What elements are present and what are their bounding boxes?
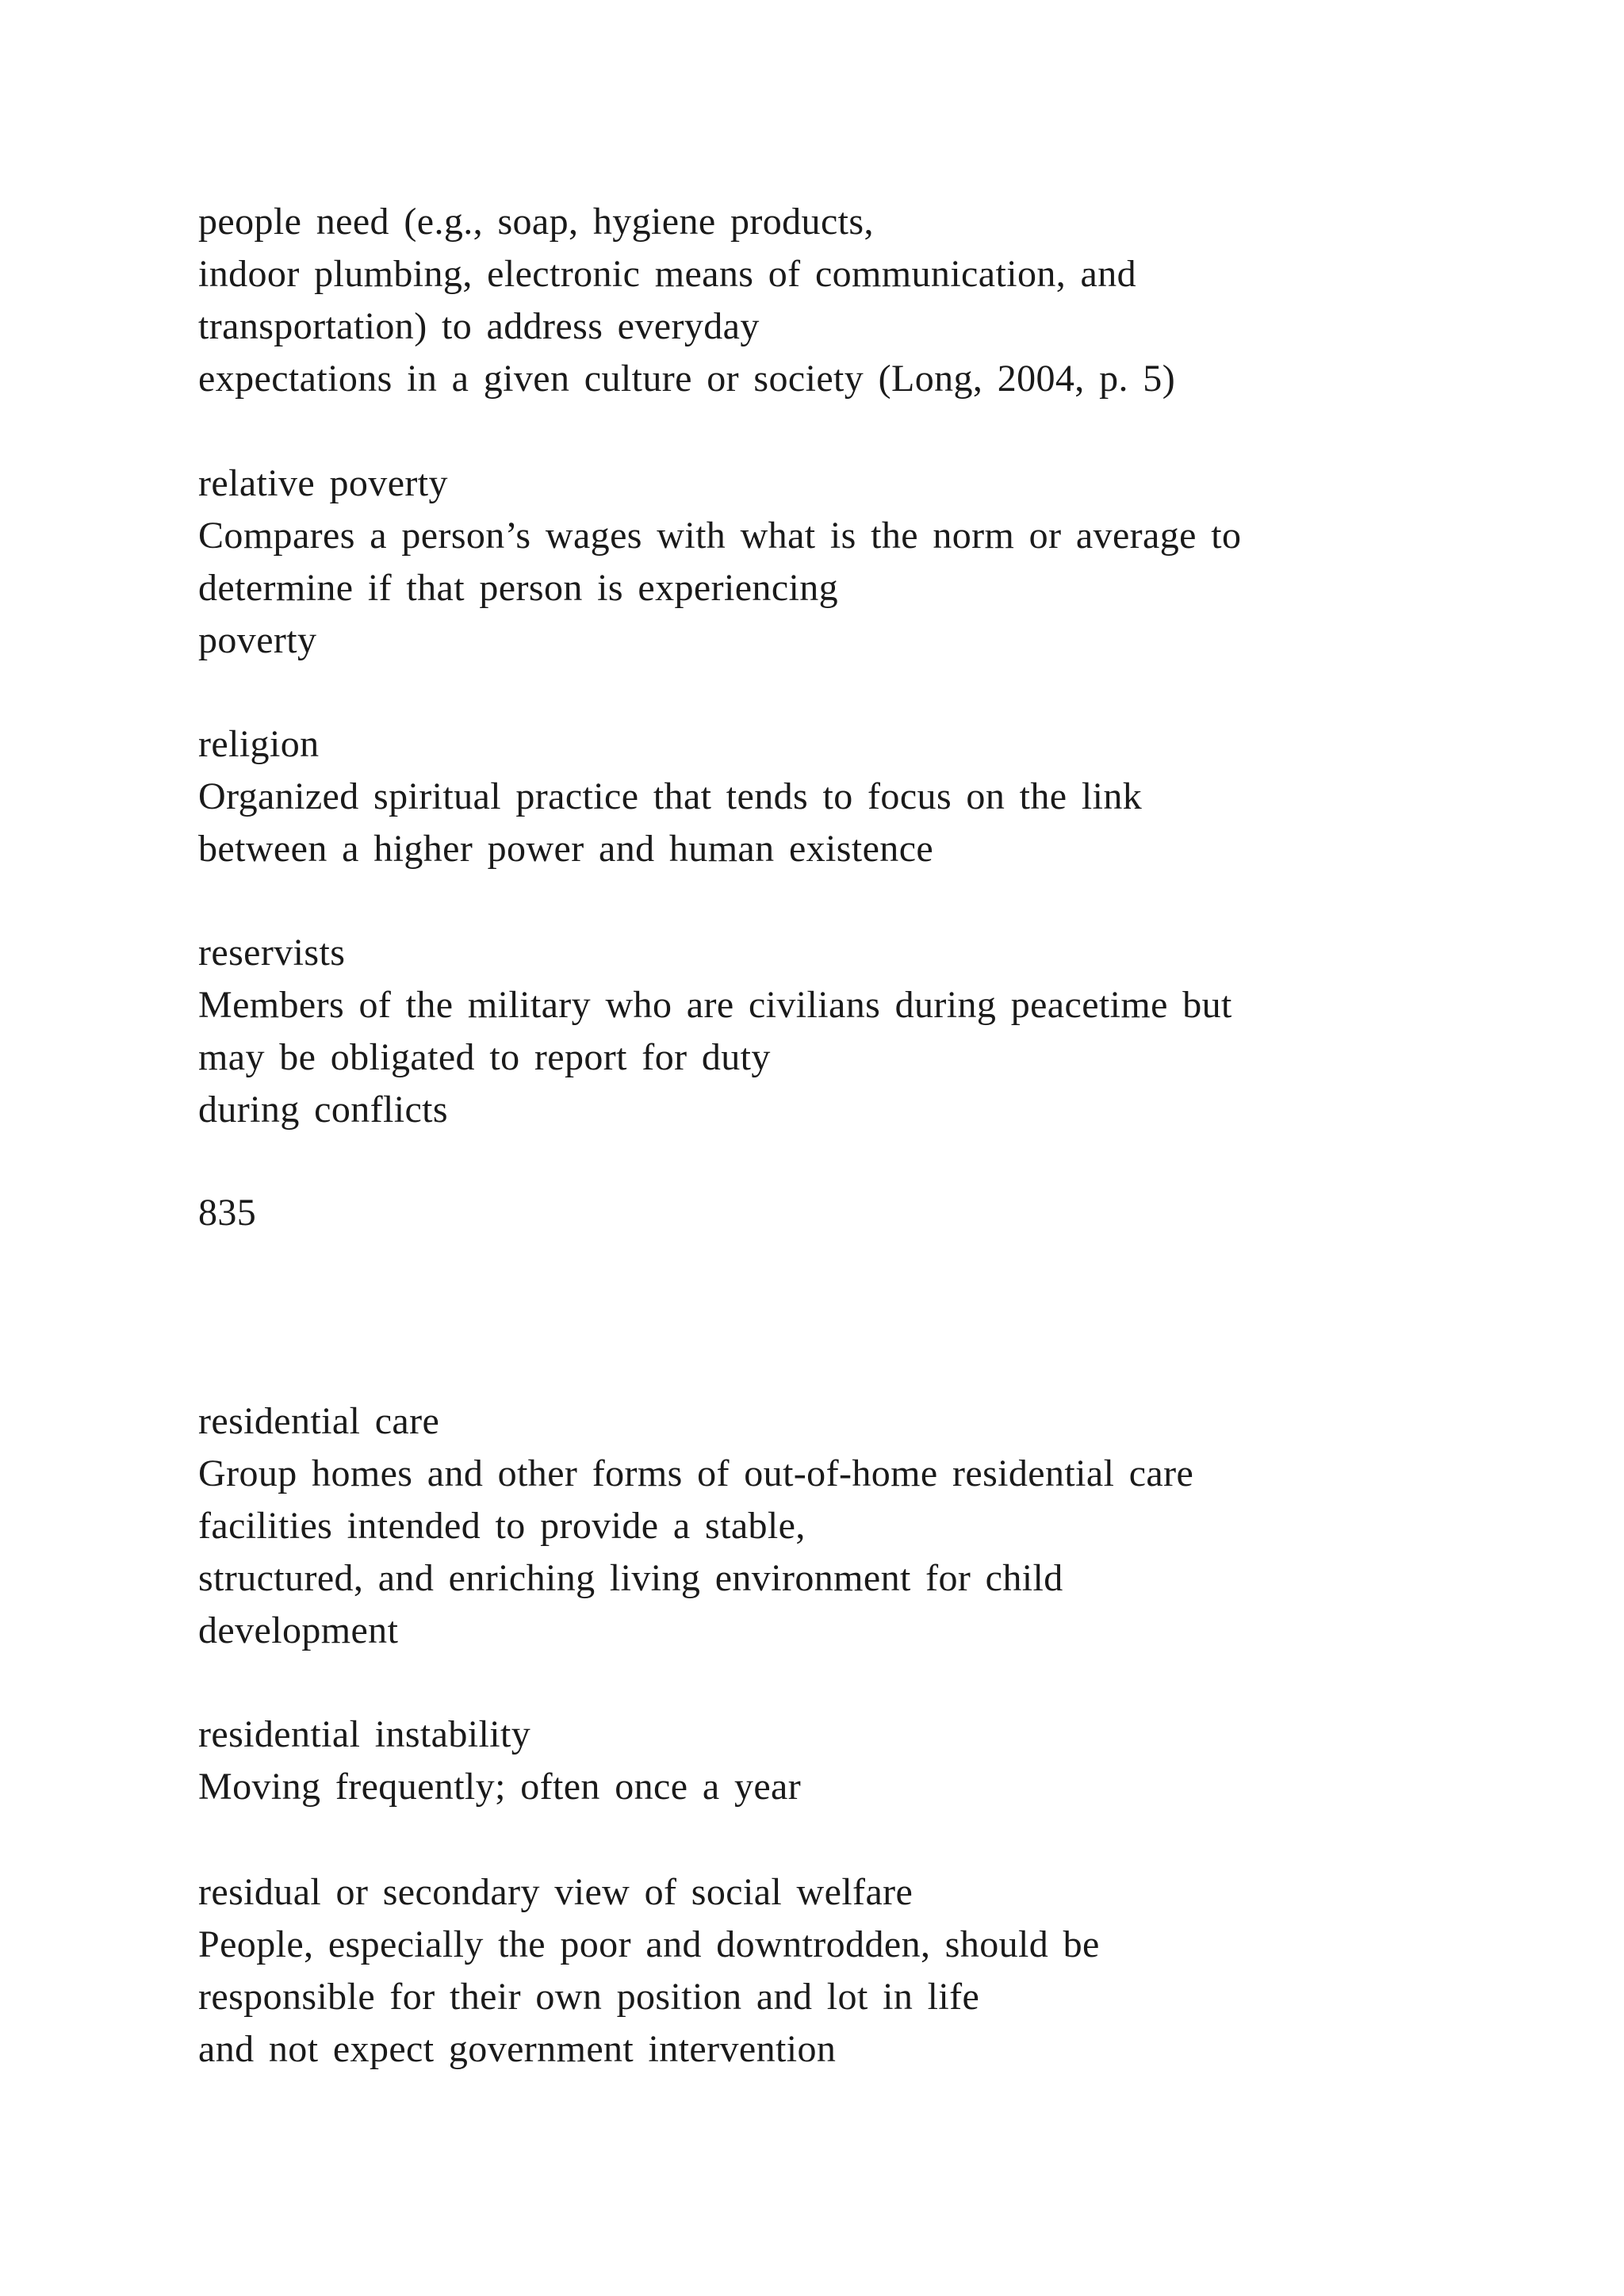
glossary-entry-religion (198, 718, 1499, 875)
intro-line: indoor plumbing, electronic means of communication, and (198, 253, 1137, 295)
glossary-entry-relative-poverty (198, 457, 1499, 667)
glossary-definition-line: structured, and enriching living environment for child (198, 1557, 1063, 1599)
intro-continuation (198, 196, 1499, 405)
glossary-definition-line: determine if that person is experiencing (198, 567, 839, 609)
glossary-definition-line: responsible for their own position and lot in life (198, 1976, 980, 2018)
glossary-entry-reservists (198, 927, 1499, 1136)
glossary-definition-line: Moving frequently; often once a year (198, 1766, 802, 1808)
glossary-entry-residential-care (198, 1395, 1499, 1657)
page-number-block (198, 1187, 1499, 1239)
glossary-term: residential instability (198, 1713, 531, 1755)
glossary-term: reservists (198, 932, 346, 974)
glossary-entry-residual-view-of-social-welfare (198, 1866, 1499, 2076)
glossary-definition-line: Compares a person’s wages with what is the norm or average to (198, 515, 1242, 557)
glossary-definition-line: poverty (198, 619, 317, 661)
glossary-definition-line: facilities intended to provide a stable, (198, 1505, 806, 1547)
glossary-definition-line: Group homes and other forms of out-of-home residential care (198, 1452, 1194, 1494)
glossary-term: relative poverty (198, 462, 448, 504)
glossary-definition-line: Members of the military who are civilians during peacetime but (198, 984, 1232, 1026)
glossary-definition-line: development (198, 1609, 399, 1651)
glossary-definition-line: between a higher power and human existence (198, 828, 934, 870)
glossary-definition-line: during conflicts (198, 1089, 449, 1131)
glossary-term: residential care (198, 1400, 440, 1442)
glossary-definition-line: may be obligated to report for duty (198, 1036, 771, 1078)
glossary-term: residual or secondary view of social welfare (198, 1871, 914, 1913)
glossary-definition-line: People, especially the poor and downtrodden, should be (198, 1923, 1100, 1965)
page-number: 835 (198, 1192, 257, 1234)
glossary-definition-line: Organized spiritual practice that tends to focus on the link (198, 775, 1143, 817)
glossary-term: religion (198, 723, 320, 765)
intro-line: transportation) to address everyday (198, 305, 760, 347)
intro-line: expectations in a given culture or society (Long, 2004, p. 5) (198, 358, 1176, 400)
glossary-definition-line: and not expect government intervention (198, 2028, 837, 2070)
glossary-entry-residential-instability (198, 1709, 1499, 1813)
intro-line: people need (e.g., soap, hygiene products, (198, 201, 874, 243)
